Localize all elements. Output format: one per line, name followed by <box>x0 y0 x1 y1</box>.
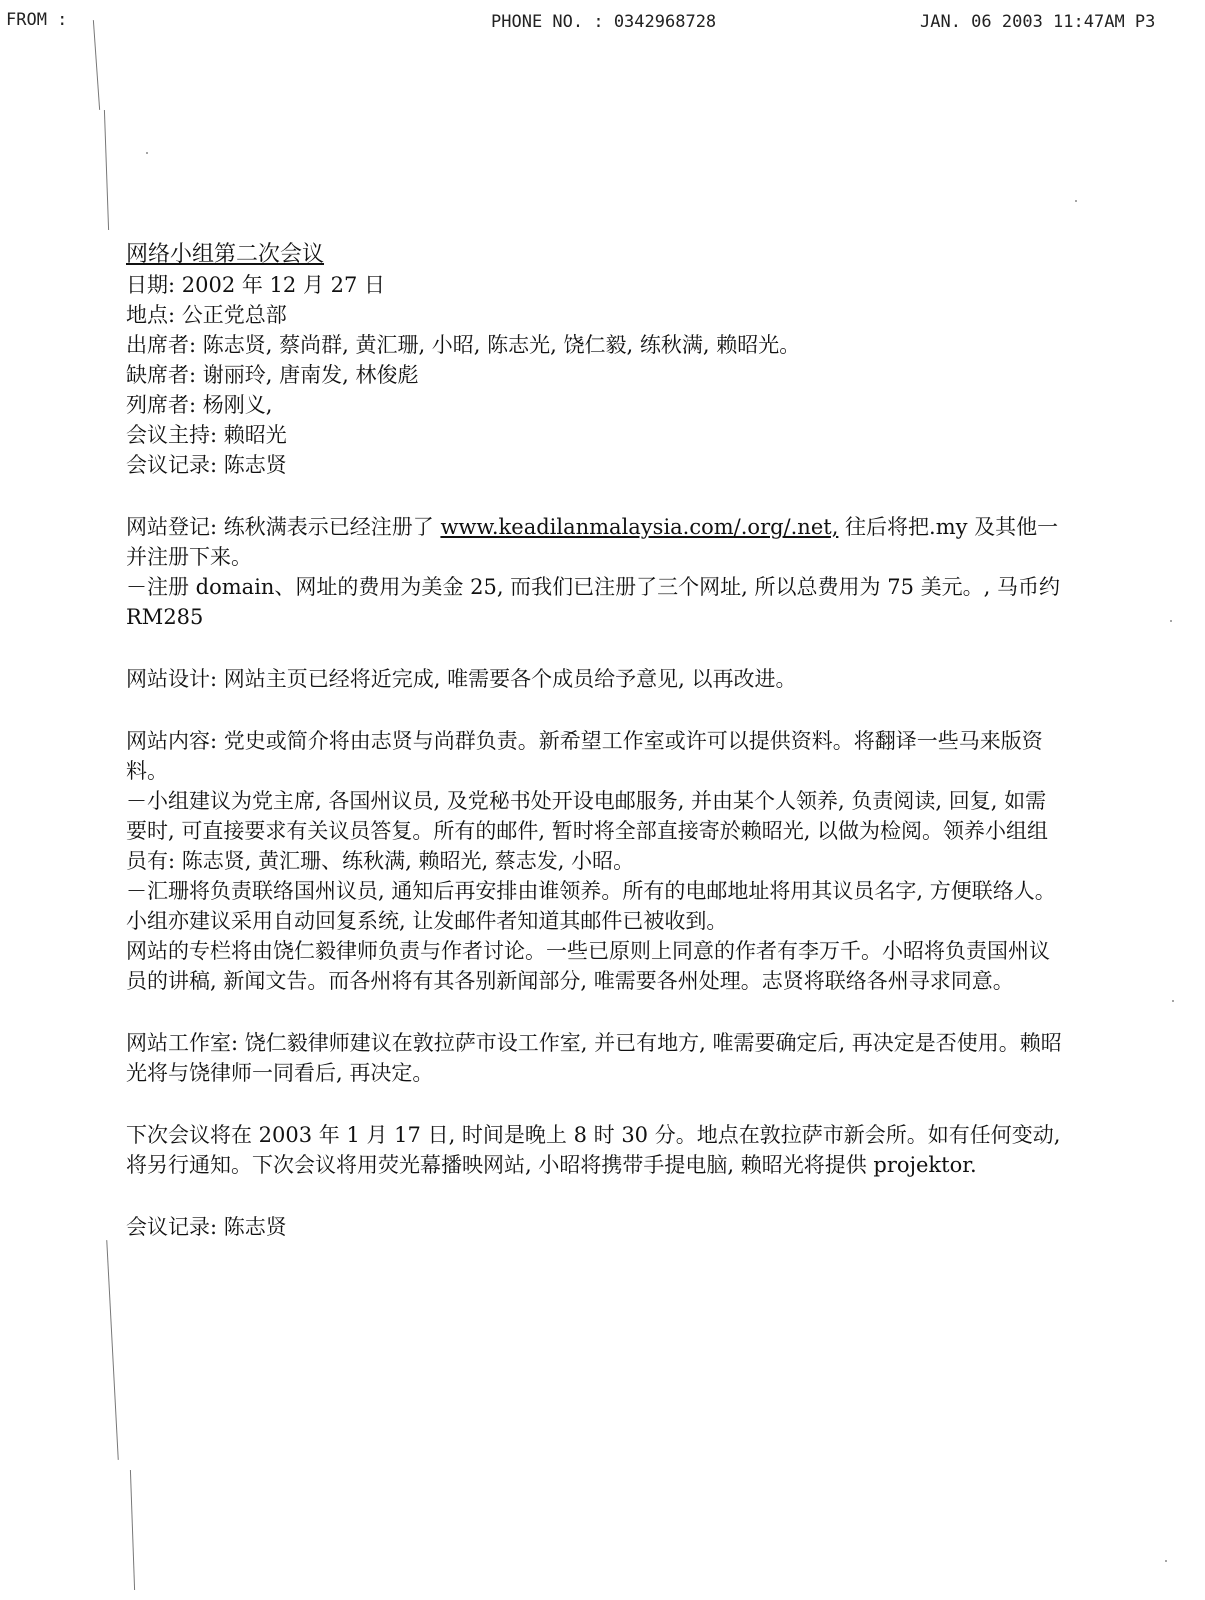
section-registration <box>126 512 1066 632</box>
absentees: 缺席者: 谢丽玲, 唐南发, 林俊彪 <box>126 363 419 387</box>
content-paragraph: 网站内容: 党史或简介将由志贤与尚群负责。新希望工作室或许可以提供资料。将翻译一些马来版资料。 <box>126 729 1043 783</box>
section-content <box>126 726 1066 996</box>
meeting-date: 日期: 2002 年 12 月 27 日 <box>126 273 386 297</box>
scan-speck <box>1075 200 1077 202</box>
scan-artifact-line <box>106 1240 119 1460</box>
scan-artifact-line <box>104 110 109 230</box>
meeting-recorder: 会议记录: 陈志贤 <box>126 453 287 477</box>
section-next-meeting: 下次会议将在 2003 年 1 月 17 日, 时间是晚上 8 时 30 分。地点在敦拉萨市新会所。如有任何变动, 将另行通知。下次会议将用荧光幕播映网站, 小昭将携带手提电脑, 赖昭光将提供 projektor. <box>126 1123 1061 1177</box>
scan-speck <box>1172 1000 1174 1002</box>
registration-paragraph <box>126 512 1066 572</box>
fax-header <box>0 10 1205 40</box>
content-paragraph: －小组建议为党主席, 各国州议员, 及党秘书处开设电邮服务, 并由某个人领养, 负责阅读, 回复, 如需要时, 可直接要求有关议员答复。所有的邮件, 暂时将全部直接寄於赖昭光, 以做为检阅。领养小组组员有: 陈志贤, 黄汇珊、练秋满, 赖昭光, 蔡志发, 小昭。 <box>126 789 1049 873</box>
registration-lead: 网站登记: 练秋满表示已经注册了 <box>126 515 441 539</box>
registration-rest: 往后将把.my 及其他一并注册下来。 <box>126 515 1059 569</box>
section-studio: 网站工作室: 饶仁毅律师建议在敦拉萨市设工作室, 并已有地方, 唯需要确定后, 再决定是否使用。赖昭光将与饶律师一同看后, 再决定。 <box>126 1031 1062 1085</box>
meeting-chair: 会议主持: 赖昭光 <box>126 423 287 447</box>
scan-speck <box>1170 620 1172 622</box>
content-paragraph: 网站的专栏将由饶仁毅律师负责与作者讨论。一些已原则上同意的作者有李万千。小昭将负责国州议员的讲稿, 新闻文告。而各州将有其各别新闻部分, 唯需要各州处理。志贤将联络各州寻求同意。 <box>126 939 1050 993</box>
meeting-meta <box>126 270 1066 480</box>
meeting-minutes <box>126 240 1066 1242</box>
scan-artifact-line <box>130 1470 135 1590</box>
registration-cost: －注册 domain、网址的费用为美金 25, 而我们已注册了三个网址, 所以总费用为 75 美元。, 马币约 RM285 <box>126 575 1060 629</box>
section-design: 网站设计: 网站主页已经将近完成, 唯需要各个成员给予意见, 以再改进。 <box>126 667 797 691</box>
signoff-recorder: 会议记录: 陈志贤 <box>126 1215 287 1239</box>
page-title: 网络小组第二次会议 <box>126 242 325 267</box>
observers: 列席者: 杨刚义, <box>126 393 273 417</box>
fax-phone-number: PHONE NO. : 0342968728 <box>491 12 717 32</box>
scan-speck <box>1165 1560 1167 1562</box>
fax-date-stamp: JAN. 06 2003 11:47AM P3 <box>920 12 1156 32</box>
fax-from-label: FROM : <box>6 10 68 30</box>
scan-speck <box>146 152 148 154</box>
registered-domain-link[interactable]: www.keadilanmalaysia.com/.org/.net, <box>440 515 839 539</box>
attendees: 出席者: 陈志贤, 蔡尚群, 黄汇珊, 小昭, 陈志光, 饶仁毅, 练秋满, 赖昭光。 <box>126 333 801 357</box>
content-paragraph: －汇珊将负责联络国州议员, 通知后再安排由谁领养。所有的电邮地址将用其议员名字, 方便联络人。小组亦建议采用自动回复系统, 让发邮件者知道其邮件已被收到。 <box>126 879 1056 933</box>
meeting-location: 地点: 公正党总部 <box>126 303 287 327</box>
